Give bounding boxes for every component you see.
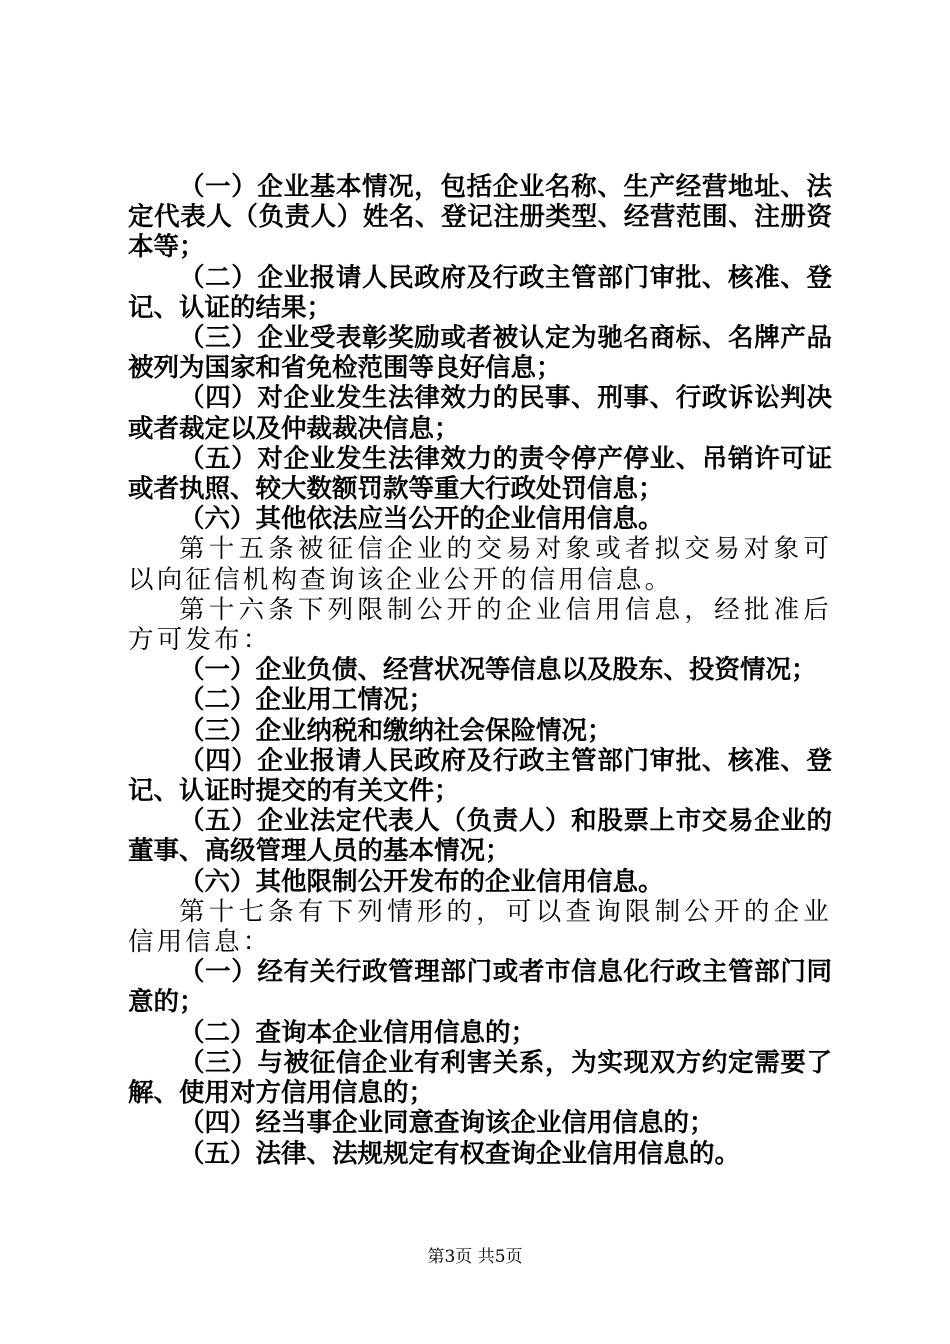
article-15: 第十五条被征信企业的交易对象或者拟交易对象可以向征信机构查询该企业公开的信用信息。 bbox=[128, 534, 832, 595]
paragraph-item-10: （四）企业报请人民政府及行政主管部门审批、核准、登记、认证时提交的有关文件； bbox=[128, 745, 832, 807]
paragraph-item-12: （六）其他限制公开发布的企业信用信息。 bbox=[179, 866, 664, 897]
paragraph-item-7: （一）企业负债、经营状况等信息以及股东、投资情况； bbox=[179, 655, 817, 686]
document-body bbox=[128, 172, 832, 1169]
paragraph-item-1: （一）企业基本情况，包括企业名称、生产经营地址、法定代表人（负责人）姓名、登记注册类型、经营范围、注册资本等； bbox=[128, 172, 832, 263]
paragraph-item-15: （三）与被征信企业有利害关系，为实现双方约定需要了解、使用对方信用信息的； bbox=[128, 1047, 832, 1109]
paragraph-item-13: （一）经有关行政管理部门或者市信息化行政主管部门同意的； bbox=[128, 957, 832, 1018]
paragraph-item-14: （二）查询本企业信用信息的； bbox=[179, 1017, 537, 1048]
article-16: 第十六条下列限制公开的企业信用信息，经批准后方可发布： bbox=[128, 594, 832, 656]
paragraph-item-8: （二）企业用工情况； bbox=[179, 685, 435, 716]
paragraph-item-3: （三）企业受表彰奖励或者被认定为驰名商标、名牌产品被列为国家和省免检范围等良好信息； bbox=[128, 323, 832, 384]
paragraph-item-4: （四）对企业发生法律效力的民事、刑事、行政诉讼判决或者裁定以及仲裁裁决信息； bbox=[128, 383, 832, 444]
page-number-label: 第3页 共5页 bbox=[427, 1247, 523, 1267]
paragraph-item-17: （五）法律、法规规定有权查询企业信用信息的。 bbox=[179, 1138, 741, 1169]
paragraph-item-16: （四）经当事企业同意查询该企业信用信息的； bbox=[179, 1108, 715, 1139]
paragraph-item-9: （三）企业纳税和缴纳社会保险情况； bbox=[179, 715, 613, 746]
paragraph-item-2: （二）企业报请人民政府及行政主管部门审批、核准、登记、认证的结果； bbox=[128, 262, 832, 323]
paragraph-item-5: （五）对企业发生法律效力的责令停产停业、吊销许可证或者执照、较大数额罚款等重大行政处罚信息； bbox=[128, 443, 832, 505]
page-footer bbox=[0, 1242, 950, 1267]
article-17: 第十七条有下列情形的，可以查询限制公开的企业信用信息： bbox=[128, 896, 832, 958]
paragraph-item-6: （六）其他依法应当公开的企业信用信息。 bbox=[179, 504, 664, 535]
paragraph-item-11: （五）企业法定代表人（负责人）和股票上市交易企业的董事、高级管理人员的基本情况； bbox=[128, 806, 832, 867]
